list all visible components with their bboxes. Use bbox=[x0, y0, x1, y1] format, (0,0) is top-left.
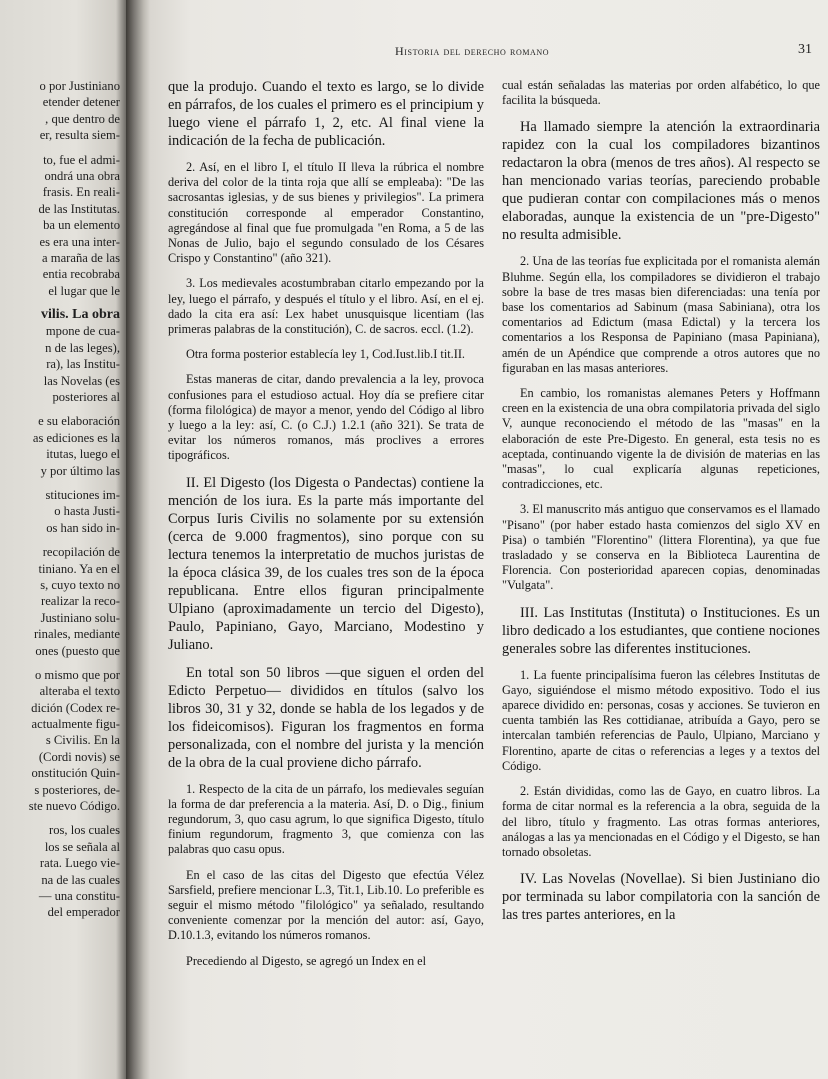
paragraph-a7: En total son 50 libros —que siguen el orden del Edicto Perpetuo— divididos en títulos (salvo los libros 30, 31 y 32, donde se habla de los legados y de los fideicomisos). Figuran los fragmentos en forma personalizada, con el nombre del jurista y la mención de la obra de la cual proviene dicho párrafo. bbox=[168, 664, 484, 771]
left-page-line: recopilación de bbox=[42, 545, 120, 560]
paragraph-b7: 1. La fuente principalísima fueron las célebres Institutas de Gayo, siguiéndose el mismo método expositivo. Todo el ius aparece dividido en: personas, cosas y acciones. Se tuvieron en cuenta también las Res cottidianae, atribuída a Gayo, pero se intercalan también referencias de Paulo, Ulpiano, Marciano y Florentino, aparte de citas o referencias a leges y a textos del Código. bbox=[502, 667, 820, 773]
left-page-line: actualmente figu- bbox=[31, 717, 120, 732]
paragraph-a6: II. El Digesto (los Digesta o Pandectas) contiene la mención de los iura. Es la parte más importante del Corpus Iuris Civilis no solamente por su extensión (cerca de 9.000 fragmentos), sino porque con su lectura tenemos la interpretatio de muchos juristas de la época clásica 39, de los cuales tres son de la época republicana. Entre ellos figuran principalmente Ulpiano (aproximadamente un tercio del Digesto), Paulo, Papiniano, Gayo, Marciano, Modestino y Juliano. bbox=[168, 474, 484, 653]
page-number: 31 bbox=[798, 42, 812, 57]
column-right bbox=[502, 78, 820, 934]
left-page-line: alteraba el texto bbox=[39, 684, 120, 699]
left-page-line: o mismo que por bbox=[34, 667, 120, 682]
left-page-line: s, cuyo texto no bbox=[40, 577, 120, 592]
left-page-line: , que dentro de bbox=[45, 111, 120, 126]
left-page-line: s posteriores, de- bbox=[34, 782, 120, 797]
left-page-line: etender detener bbox=[42, 95, 120, 110]
left-page-line: s Civilis. En la bbox=[45, 733, 120, 748]
left-page-line: rata. Luego vie- bbox=[39, 856, 120, 871]
paragraph-a3: 3. Los medievales acostumbraban citarlo empezando por la ley, luego el párrafo, y después el título y el libro. Así, en el ej. dado la cita era así: Lex habet unusquisque licentiam (las primeras palabras de la constitución), C. de sacros. eccl. (1.2). bbox=[168, 276, 484, 337]
left-page-line: ones (puesto que bbox=[35, 643, 120, 658]
left-page-line bbox=[0, 405, 126, 413]
paragraph-a1: que la produjo. Cuando el texto es largo, se lo divide en párrafos, de los cuales el primero es el principium y luego viene el párrafo 1, 2, etc. Al final viene la indicación de la fecha de publicación. bbox=[168, 79, 484, 149]
left-page-line: stituciones im- bbox=[45, 487, 120, 502]
left-page-line: mpone de cua- bbox=[45, 324, 120, 339]
left-page-line: los se señala al bbox=[44, 839, 120, 854]
paragraph-b2: Ha llamado siempre la atención la extraordinaria rapidez con la cual los compiladores bizantinos redactaron la obra (menos de tres años). Al respecto se han mencionado varias teorías, pareciendo probable que pudieran contar con compilaciones más o menos elaboradas, aunque la existencia de un "pre-Digesto" no resulta admisible. bbox=[502, 119, 820, 244]
paragraph-b9: IV. Las Novelas (Novellae). Si bien Justiniano dio por terminada su labor compilatoria con la sanción de las tres partes anteriores, en la bbox=[502, 871, 820, 924]
paragraph-b6: III. Las Institutas (Instituta) o Instituciones. Es un libro dedicado a los estudiantes, que contiene nociones generales sobre las diferentes instituciones. bbox=[502, 604, 820, 657]
left-page-line: o hasta Justi- bbox=[54, 504, 120, 519]
left-page-line: y por último las bbox=[40, 463, 120, 478]
left-page-line: to, fue el admi- bbox=[43, 152, 120, 167]
left-page-line: tiniano. Ya en el bbox=[38, 561, 120, 576]
left-page-line bbox=[0, 659, 126, 667]
paragraph-b4: En cambio, los romanistas alemanes Peters y Hoffmann creen en la existencia de una obra compilatoria privada del siglo V, aunque reconociendo el método de las "masas" en la elaboración de este Pre-Digesto. En general, esta tesis no es aceptada, continuando vigente la de división de materias en las "masas", lo cual explicaría algunas repeticiones, contradicciones, etc. bbox=[502, 386, 820, 492]
left-page-line: o por Justiniano bbox=[39, 79, 120, 93]
left-page-text bbox=[0, 78, 126, 921]
paragraph-a8: 1. Respecto de la cita de un párrafo, los medievales seguían la forma de dar preferencia a la materia. Así, D. o Dig., finium regundorum, 3, quo casu agrum, lo que significa Digesto, título finium regundorum, fragmento 3, que comienza con las palabras quo casu opus. bbox=[168, 781, 484, 857]
left-page-line bbox=[0, 814, 126, 822]
left-page-line: las Novelas (es bbox=[43, 373, 120, 388]
paragraph-a9: En el caso de las citas del Digesto que efectúa Vélez Sarsfield, prefiere mencionar L.3, Tit.1, Lib.10. Lo preferible es seguir el mismo método "filológico" ya señalado, resultando conveniente comenzar por la mención del autor: así, Gayo, D.10.1.3, evitando los números romanos. bbox=[168, 867, 484, 943]
left-page-line: (Cordi novis) se bbox=[38, 749, 120, 764]
left-page-line: na de las cuales bbox=[41, 872, 120, 887]
left-page-line bbox=[0, 479, 126, 487]
left-page-line: er, resulta siem- bbox=[39, 128, 120, 143]
left-page-line: onstitución Quin- bbox=[31, 766, 120, 781]
left-page-line: posteriores al bbox=[52, 390, 120, 405]
left-page-line bbox=[0, 536, 126, 544]
book-gutter bbox=[126, 0, 150, 1079]
left-page-line: vilis. La obra bbox=[41, 307, 120, 323]
left-page-line: frasis. En reali- bbox=[42, 185, 120, 200]
left-page-line: ste nuevo Código. bbox=[28, 799, 120, 814]
paragraph-a4: Otra forma posterior establecía ley 1, Cod.Iust.lib.I tit.II. bbox=[186, 347, 465, 362]
left-page-line: ra), las Institu- bbox=[46, 357, 120, 372]
paragraph-b5: 3. El manuscrito más antiguo que conservamos es el llamado "Pisano" (por haber estado hasta comienzos del siglo XV en Pisa) o también "Florentino" (littera Florentina), ya que fue trasladado y se conserva en la Biblioteca Laurentina de Florencia. Con posterioridad aparecen copias, denominadas "Vulgata". bbox=[502, 502, 820, 593]
left-page-line: n de las leges), bbox=[45, 340, 120, 355]
left-page-line: ba un elemento bbox=[43, 218, 120, 233]
left-page-line: as ediciones es la bbox=[32, 430, 120, 445]
left-page-line bbox=[0, 144, 126, 152]
left-page-line: e su elaboración bbox=[38, 414, 120, 429]
left-page-line: — una constitu- bbox=[38, 888, 120, 903]
left-page-line: dición (Codex re- bbox=[31, 700, 120, 715]
paragraph-a10: Precediendo al Digesto, se agregó un Index en el bbox=[186, 953, 427, 968]
paragraph-a5: Estas maneras de citar, dando prevalencia a la ley, provoca confusiones para el estudioso actual. Hoy día se prefiere citar (forma filológica) de mayor a menor, yendo del Código al libro y luego a la ley: así, C. (o C.J.) 1.2.1 (año 321). Se trata de evitar los números romanos, más proclives a errores tipográficos. bbox=[168, 372, 484, 463]
left-page-line bbox=[0, 299, 126, 307]
left-page-line: del emperador bbox=[47, 905, 120, 920]
left-page-line: ondrá una obra bbox=[44, 168, 120, 183]
left-page-line: de las Institutas. bbox=[38, 201, 120, 216]
left-page-line: Justiniano solu- bbox=[40, 610, 120, 625]
paragraph-a2: 2. Así, en el libro I, el título II lleva la rúbrica el nombre deriva del color de la tinta roja que allí se empleaba): "De las sacrosantas iglesias, y de sus bienes y privilegios". La primera constitución corresponde al emperador Constantino, agregándose al final que fue promulgada "en Roma, a 5 de las Nonas de Julio, bajo el segundo consulado de los Césares Crispo y Constantino" (año 321). bbox=[168, 160, 484, 266]
paragraph-b1: cual están señaladas las materias por orden alfabético, lo que facilita la búsqueda. bbox=[502, 78, 820, 108]
left-page-line: realizar la reco- bbox=[41, 594, 120, 609]
left-page-line: a maraña de las bbox=[42, 250, 120, 265]
left-page-line: itutas, luego el bbox=[46, 447, 120, 462]
left-page-line: es era una inter- bbox=[39, 234, 120, 249]
left-page-line: entia recobraba bbox=[42, 267, 120, 282]
left-page-line: rinales, mediante bbox=[33, 627, 120, 642]
left-page-fragment bbox=[0, 0, 126, 1079]
running-head: Historia del derecho romano bbox=[395, 44, 550, 58]
right-page bbox=[150, 0, 828, 1079]
left-page-line: ros, los cuales bbox=[49, 823, 120, 838]
paragraph-b8: 2. Están divididas, como las de Gayo, en cuatro libros. La forma de citar normal es la referencia a la obra, seguida de la del libro, título y fragmento. Las otras formas anteriores, análogas a las ya mencionadas en el Código y el Digesto, se han tornado obsoletas. bbox=[502, 784, 820, 859]
left-page-line: os han sido in- bbox=[46, 520, 120, 535]
column-left bbox=[150, 78, 484, 979]
left-page-line: el lugar que le bbox=[48, 283, 120, 298]
paragraph-b3: 2. Una de las teorías fue explicitada por el romanista alemán Bluhme. Según ella, los compiladores se dividieron el trabajo sobre la base de tres masas bien diferenciadas: una tenía por base los comentarios ad Sabinum (masa Sabiniana), otra los comentarios ad Edictum (masa Edictal) y la tercera los comentarios a los Responsa de Papiniano (masa Papiniana), amén de un Apéndice que comprende a otros autores que no figuraban en las masas anteriores. bbox=[502, 254, 820, 375]
